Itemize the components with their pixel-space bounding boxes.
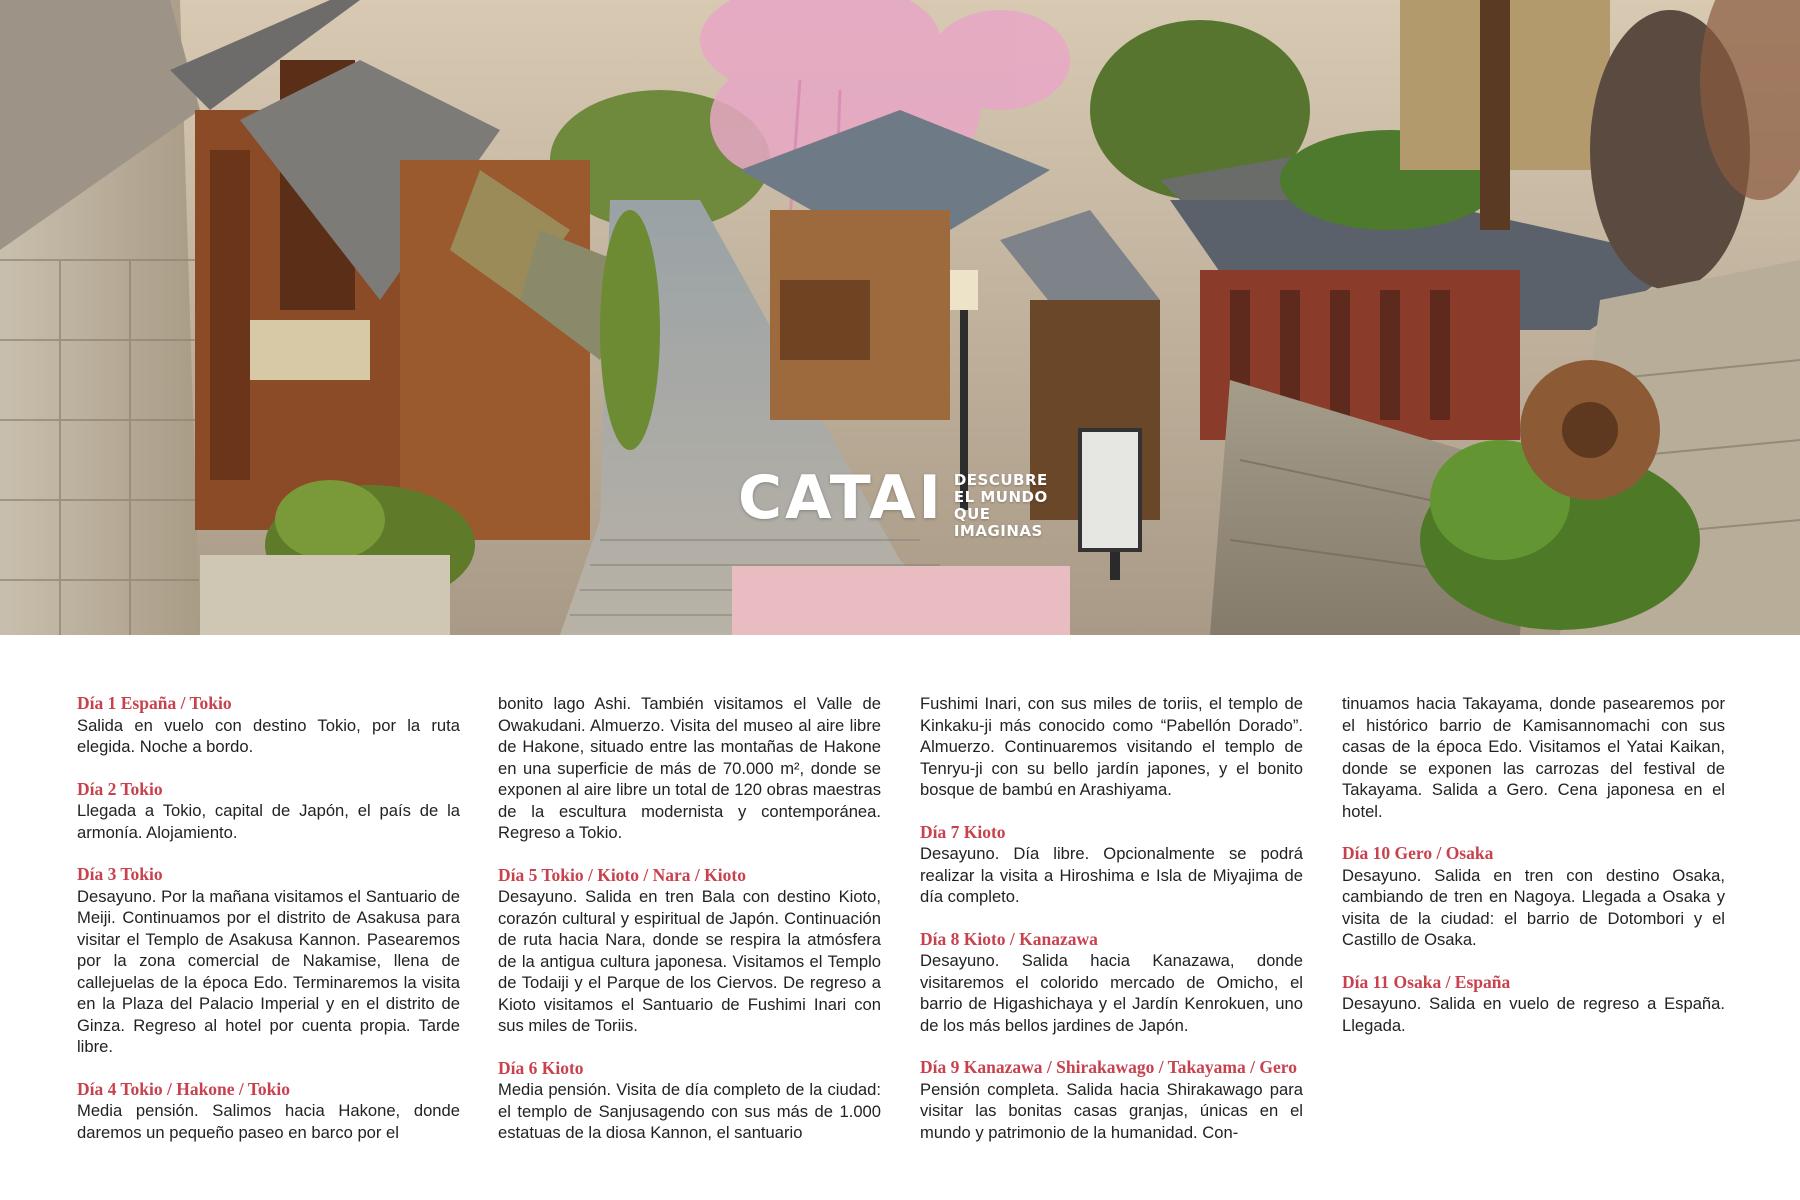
day-description: Salida en vuelo con destino Tokio, por la ruta elegida. Noche a bordo. [77, 715, 460, 756]
itinerary-day [920, 822, 1303, 908]
day-title: Día 9 Kanazawa / Shirakawago / Takayama / Gero [920, 1057, 1297, 1077]
itinerary-day-continued [920, 693, 1303, 801]
itinerary-day [1342, 972, 1725, 1037]
day-description: Desayuno. Salida en tren con destino Osaka, cambiando de tren en Nagoya. Llegada a Osaka y visita de la ciudad: el barrio de Dotombori y el Castillo de Osaka. [1342, 865, 1725, 949]
day-title: Día 8 Kioto / Kanazawa [920, 928, 1098, 949]
day-description: bonito lago Ashi. También visitamos el Valle de Owakudani. Almuerzo. Visita del museo al aire libre de Hakone, situado entre las montañas de Hakone en una superficie de más de 70.000 m², donde se exponen al aire libre un total de 120 obras maestras de la escultura modernista y contemporánea. Regreso a Tokio. [498, 694, 881, 842]
logo-tagline: DESCUBRE EL MUNDO QUE IMAGINAS [953, 471, 1048, 540]
itinerary-day [77, 1079, 460, 1144]
day-description: tinuamos hacia Takayama, donde pasearemos por el histórico barrio de Kamisannomachi con sus casas de la época Edo. Visitamos el Yatai Kaikan, donde se exponen las carrozas del festival de Takayama. Salida a Gero. Cena japonesa en el hotel. [1342, 694, 1725, 821]
day-title: Día 6 Kioto [498, 1057, 584, 1078]
day-title: Día 4 Tokio / Hakone / Tokio [77, 1078, 291, 1099]
itinerary-day [1342, 843, 1725, 951]
day-description: Media pensión. Salimos hacia Hakone, donde daremos un pequeño paseo en barco por el [77, 1101, 460, 1142]
day-title: Día 5 Tokio / Kioto / Nara / Kioto [498, 864, 746, 885]
itinerary-day [77, 693, 460, 758]
day-description: Desayuno. Día libre. Opcionalmente se podrá realizar la visita a Hiroshima e Isla de Miyajima de día completo. [920, 844, 1303, 906]
catai-logo [738, 463, 1069, 540]
itinerary-column-3 [920, 693, 1303, 1164]
itinerary-column-2 [498, 693, 881, 1165]
logo-wordmark: CATAI [738, 463, 944, 533]
itinerary-day-continued [1342, 693, 1725, 822]
day-description: Media pensión. Visita de día completo de la ciudad: el templo de Sanjusagendo con sus más de 1.000 estatuas de la diosa Kannon, el santuario [498, 1080, 881, 1142]
day-description: Desayuno. Salida en tren Bala con destino Kioto, corazón cultural y espiritual de Japón. Continuación de ruta hacia Nara, donde se respira la atmósfera de la antigua cultura japonesa. Visitamos el Templo de Todaiji y el Parque de los Ciervos. De regreso a Kioto visitamos el Santuario de Fushimi Inari con sus miles de Toriis. [498, 887, 881, 1035]
day-description: Pensión completa. Salida hacia Shirakawago para visitar las bonitas casas granjas, únicas en el mundo y patrimonio de la humanidad. Con- [920, 1079, 1303, 1142]
day-description: Desayuno. Salida en vuelo de regreso a España. Llegada. [1342, 994, 1725, 1035]
day-title: Día 11 Osaka / España [1342, 971, 1511, 992]
itinerary-day [498, 865, 881, 1037]
day-description: Llegada a Tokio, capital de Japón, el país de la armonía. Alojamiento. [77, 801, 460, 842]
itinerary-column-1 [77, 693, 460, 1164]
day-description: Desayuno. Salida hacia Kanazawa, donde visitaremos el colorido mercado de Omicho, el barrio de Higashichaya y el Jardín Kenrokuen, uno de los más bellos jardines de Japón. [920, 951, 1303, 1035]
itinerary-day [920, 1057, 1303, 1143]
pink-accent-box [732, 566, 1070, 635]
day-title: Día 3 Tokio [77, 864, 163, 884]
itinerary-day [498, 1058, 881, 1144]
itinerary-day [77, 779, 460, 844]
itinerary-day [920, 929, 1303, 1037]
day-description: Desayuno. Por la mañana visitamos el Santuario de Meiji. Continuamos por el distrito de Asakusa para visitar el Templo de Asakusa Kannon. Pasearemos por la zona comercial de Nakamise, llena de callejuelas de la época Edo. Terminaremos la visita en la Plaza del Palacio Imperial y en el distrito de Ginza. Regreso al hotel por cuenta propia. Tarde libre. [77, 886, 460, 1056]
day-title: Día 10 Gero / Osaka [1342, 843, 1494, 863]
day-title: Día 1 España / Tokio [77, 693, 232, 713]
itinerary-columns [0, 693, 1800, 1173]
day-title: Día 2 Tokio [77, 778, 163, 799]
day-title: Día 7 Kioto [920, 821, 1006, 842]
day-description: Fushimi Inari, con sus miles de toriis, el templo de Kinkaku-ji más conocido como “Pabellón Dorado”. Almuerzo. Continuaremos visitando el templo de Tenryu-ji con su bello jardín japones, y el bonito bosque de bambú en Arashiyama. [920, 694, 1303, 799]
itinerary-day [77, 864, 460, 1058]
itinerary-day-continued [498, 693, 881, 844]
itinerary-column-4 [1342, 693, 1725, 1057]
